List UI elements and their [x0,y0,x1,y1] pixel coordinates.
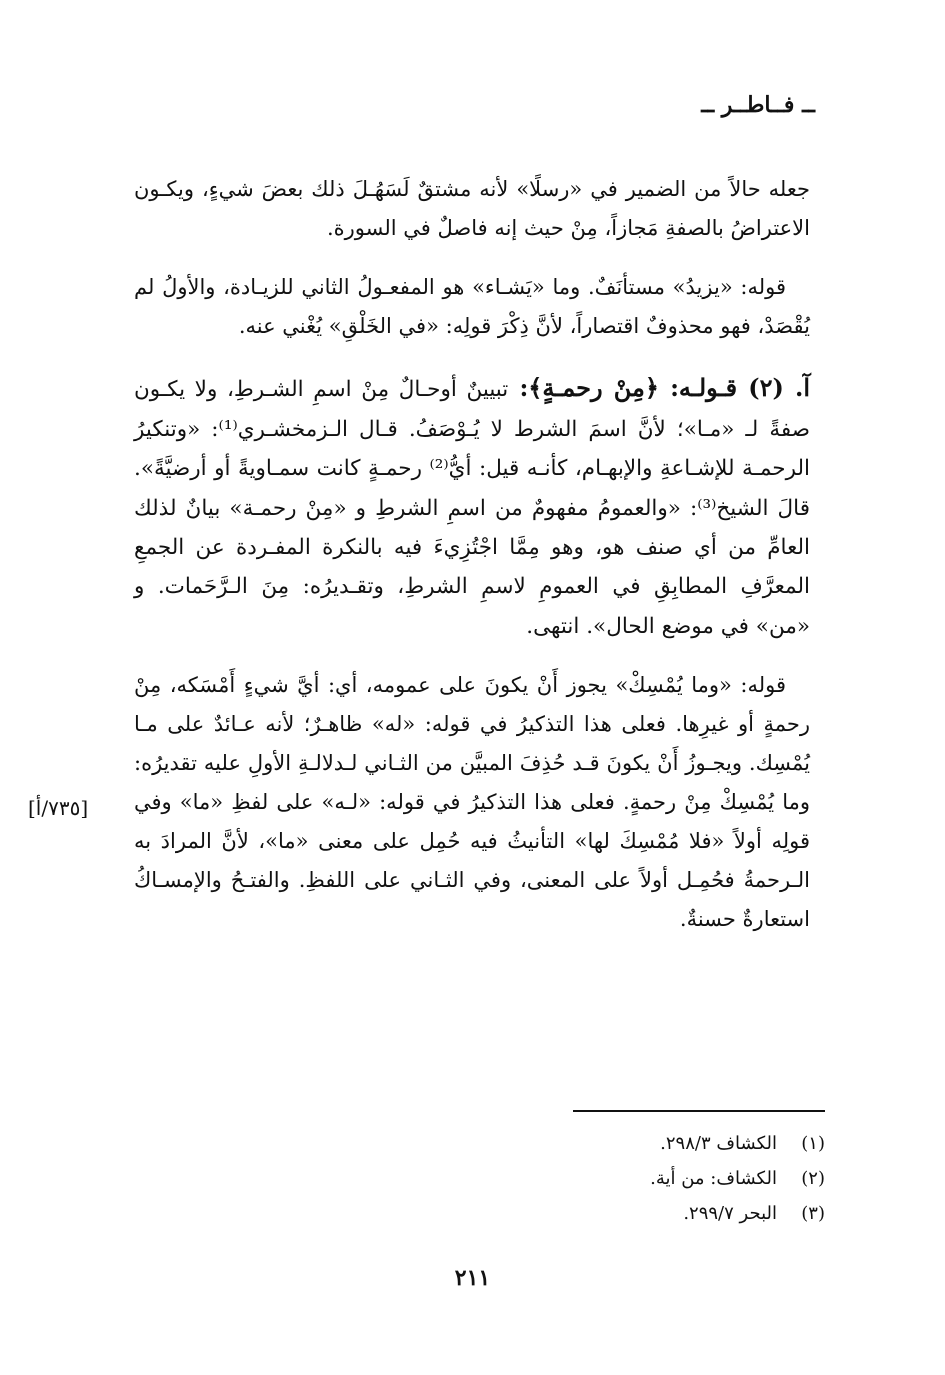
section-marker: آ. [794,373,810,403]
footnote-text: الكشاف: من أية. [650,1168,777,1190]
running-header: ــ فــاطــر ــ [701,92,815,118]
quranic-verse: ﴿مِنْ رحمـةٍ﴾: [519,373,659,403]
footnote-number: (١) [801,1133,825,1154]
section-heading [508,373,810,402]
paragraph-2: قوله: «يزيدُ» مستأنَفٌ. وما «يَشـاء» هو المفعـولُ الثاني للزيـادة، والأولُ لم يُقْصَدْ، فهو محذوفٌ اقتصاراً، لأنَّ ذِكْرَ قولِه: «في الخَلْقِ» يُغْني عنه. [134,275,810,339]
paragraph-3-text: تبيينٌ أوحـالٌ مِنْ اسمِ الشـرطِ، ولا يكـون صفةً لـ «مـا»؛ لأنَّ اسمَ الشرط لا يُـوْصَفُ. قـال الـزمخشـري⁽¹⁾: «وتنكيرُ الرحمـة للإشـاعةِ والإبهـام، كأنـه قيل: أيُّ⁽²⁾ رحمـةٍ كانت سمـاويةً أو أرضيَّةً». قالَ الشيخ⁽³⁾: «والعمومُ مفهومٌ من اسمِ الشرطِ و «مِنْ رحمـة» بيانٌ لذلك العامِّ من أي صنف هو، وهو مِمَّا اجْتُزِيءَ فيه بالنكرة المفـردة عن الجمعِ المعرَّفِ المطابِقِ في العمومِ لاسمِ الشرطِ، وتقـديرُه: مِنَ الـرَّحَمات. و «من» في موضع الحال». انتهى. [134,377,810,639]
paragraph-3 [134,366,810,646]
footnote-text: البحر ٢٩٩/٧. [683,1203,777,1225]
footnote-item [365,1126,825,1161]
paragraph-1: جعله حالاً من الضمير في «رسلًا» لأنه مشتقٌ لَسَهُـلَ ذلك بعضَ شيءٍ، ويكـون الاعتراضُ بالصفةِ مَجازاً، مِنْ حيث إنه فاصلٌ في السورة. [134,177,810,241]
footnote-item [365,1196,825,1231]
manuscript-folio-reference: [٧٣٥/أ] [28,796,89,820]
footnote-number: (٢) [801,1168,825,1190]
footnote-item [365,1161,825,1196]
footnote-separator [573,1110,825,1112]
section-label: قـولـه: [670,373,738,403]
footnotes [365,1126,825,1231]
footnote-number: (٣) [801,1203,825,1225]
footnote-text: الكشاف ٢٩٨/٣. [660,1133,777,1154]
section-number: (٢) [748,373,784,403]
paragraph-4: قوله: «وما يُمْسِكْ» يجوز أَنْ يكونَ على عمومه، أي: أيَّ شيءٍ أَمْسَكه، مِنْ رحمةٍ أو غيرِها. فعلى هذا التذكيرُ في قوله: «له» ظاهـرٌ؛ لأنه عـائدٌ على مـا يُمْسِك. ويجـوزُ أَنْ يكونَ قـد حُذِفَ المبيَّن من الثـاني لـدلالـةِ الأولِ عليه تقديرُه: وما يُمْسِكْ مِنْ رحمةٍ. فعلى هذا التذكيرُ في قوله: «لـه» على لفظِ «ما» وفي قولِه أولاً «فلا مُمْسِكَ لها» التأنيثُ فيه حُمِل على معنى «ما»، لأنَّ المرادَ به الـرحمةُ فحُمِـل أولاً على المعنى، وفي الثـاني على اللفظِ. والفتـحُ والإمسـاكُ استعارةٌ حسنةٌ. [134,673,810,932]
main-text [134,170,810,959]
page-number: ٢١١ [454,1265,491,1291]
